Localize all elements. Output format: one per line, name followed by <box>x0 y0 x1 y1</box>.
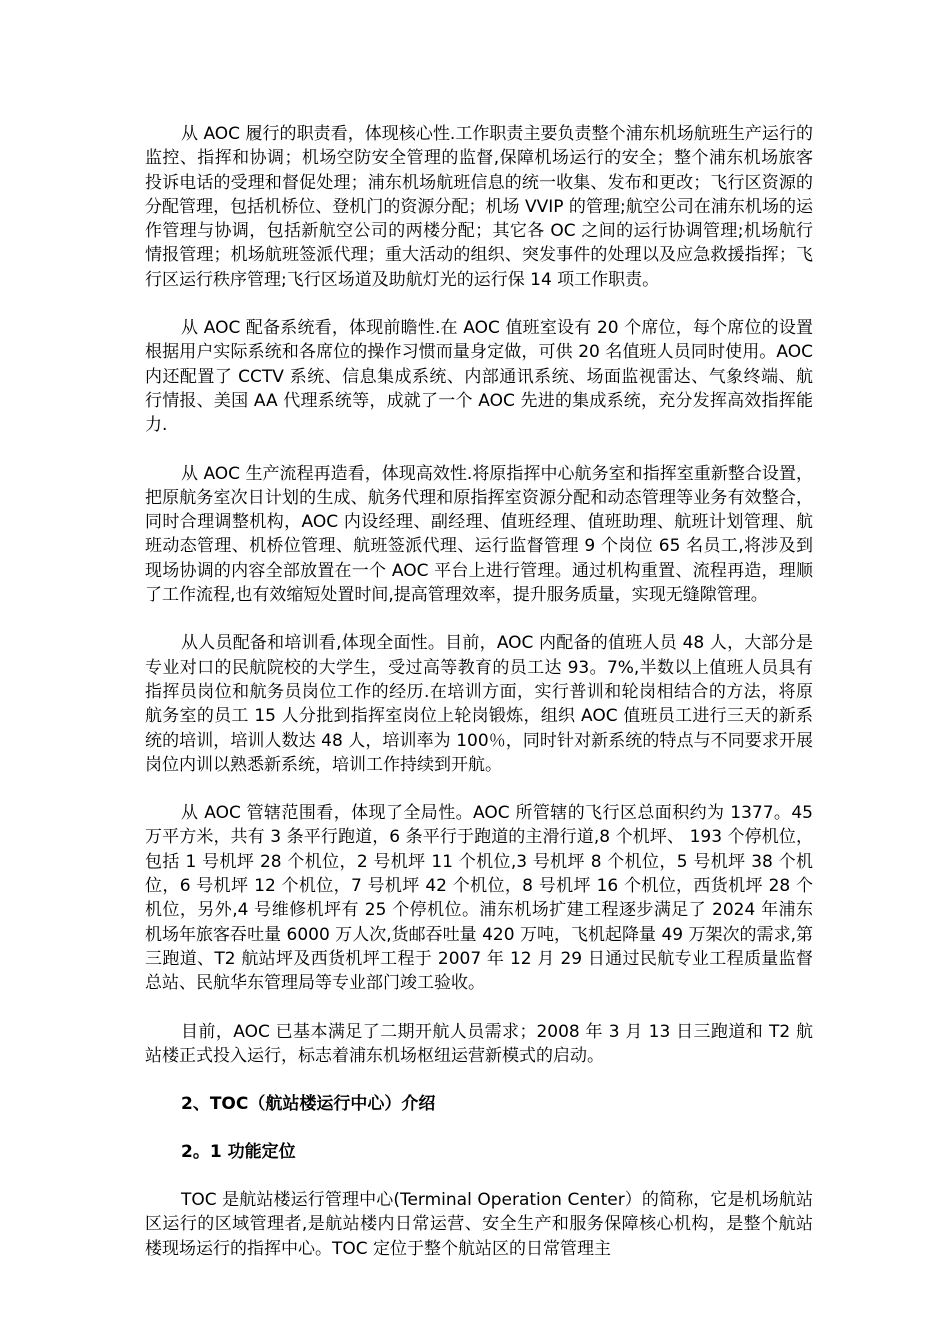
paragraph-gap <box>145 1116 813 1140</box>
paragraph-gap <box>145 777 813 801</box>
paragraph-aoc-staffing: 从人员配备和培训看,体现全面性。目前，AOC 内配备的值班人员 48 人，大部分是专业对口的民航院校的大学生，受过高等教育的员工达 93。7%,半数以上值班人员具有指挥员岗位和航务员岗位工作的经历.在培训方面，实行普训和轮岗相结合的方法，将原航务室的员工 15 人分批到指挥室岗位上轮岗锻炼，组织 AOC 值班员工进行三天的新系统的培训，培训人数达 48 人，培训率为 100％，同时针对新系统的特点与不同要求开展岗位内训以熟悉新系统，培训工作持续到开航。 <box>145 633 813 775</box>
paragraph-aoc-status: 目前，AOC 已基本满足了二期开航人员需求；2008 年 3 月 13 日三跑道和 T2 航站楼正式投入运行，标志着浦东机场枢纽运营新模式的启动。 <box>145 1021 813 1066</box>
paragraph-aoc-systems: 从 AOC 配备系统看，体现前瞻性.在 AOC 值班室设有 20 个席位，每个席位的设置根据用户实际系统和各席位的操作习惯而量身定做，可供 20 名值班人员同时使用。AOC 内还配置了 CCTV 系统、信息集成系统、内部通讯系统、场面监视雷达、气象终端、航行情报、美国 AA 代理系统等，成就了一个 AOC 先进的集成系统，充分发挥高效指挥能力. <box>145 318 813 436</box>
paragraph-gap <box>145 438 813 462</box>
paragraph-aoc-duties: 从 AOC 履行的职责看，体现核心性.工作职责主要负责整个浦东机场航班生产运行的监控、指挥和协调；机场空防安全管理的监督,保障机场运行的安全；整个浦东机场旅客投诉电话的受理和督促处理；浦东机场航班信息的统一收集、发布和更改；飞行区资源的分配管理，包括机桥位、登机门的资源分配；机场 VVIP 的管理;航空公司在浦东机场的运作管理与协调，包括新航空公司的两楼分配；其它各 OC 之间的运行协调管理;机场航行情报管理；机场航班签派代理；重大活动的组织、突发事件的处理以及应急救援指挥；飞行区运行秩序管理;飞行区场道及助航灯光的运行保 14 项工作职责。 <box>145 124 813 290</box>
document-page <box>145 122 813 1261</box>
paragraph-gap <box>145 607 813 631</box>
paragraph-toc-intro: TOC 是航站楼运行管理中心(Terminal Operation Center）的简称，它是机场航站区运行的区域管理者,是航站楼内日常运营、安全生产和服务保障核心机构，是整个航站楼现场运行的指挥中心。TOC 定位于整个航站区的日常管理主 <box>145 1190 813 1259</box>
section-heading-toc: 2、TOC（航站楼运行中心）介绍 <box>181 1094 436 1115</box>
paragraph-gap <box>145 1164 813 1188</box>
paragraph-aoc-process: 从 AOC 生产流程再造看，体现高效性.将原指挥中心航务室和指挥室重新整合设置，把原航务室次日计划的生成、航务代理和原指挥室资源分配和动态管理等业务有效整合，同时合理调整机构，AOC 内设经理、副经理、值班经理、值班助理、航班计划管理、航班动态管理、机桥位管理、航班签派代理、运行监督管理 9 个岗位 65 名员工,将涉及到现场协调的内容全部放置在一个 AOC 平台上进行管理。通过机构重置、流程再造，理顺了工作流程,也有效缩短处置时间,提高管理效率，提升服务质量，实现无缝隙管理。 <box>145 463 813 606</box>
paragraph-gap <box>145 996 813 1020</box>
subsection-heading-function: 2。1 功能定位 <box>181 1142 296 1163</box>
paragraph-gap <box>145 1068 813 1092</box>
paragraph-aoc-scope: 从 AOC 管辖范围看，体现了全局性。AOC 所管辖的飞行区总面积约为 1377。45 万平方米，共有 3 条平行跑道，6 条平行于跑道的主滑行道,8 个机坪、 193 个停机位，包括 1 号机坪 28 个机位，2 号机坪 11 个机位,3 号机坪 8 个机位，5 号机坪 38 个机位，6 号机坪 12 个机位，7 号机坪 42 个机位，8 号机坪 16 个机位，西货机坪 28 个机位，另外,4 号维修机坪有 25 个停机位。浦东机场扩建工程逐步满足了 2024 年浦东机场年旅客吞吐量 6000 万人次,货邮吞吐量 420 万吨，飞机起降量 49 万架次的需求,第三跑道、T2 航站坪及西货机坪工程于 2007 年 12 月 29 日通过民航专业工程质量监督总站、民航华东管理局等专业部门竣工验收。 <box>145 803 813 994</box>
paragraph-gap <box>145 292 813 316</box>
